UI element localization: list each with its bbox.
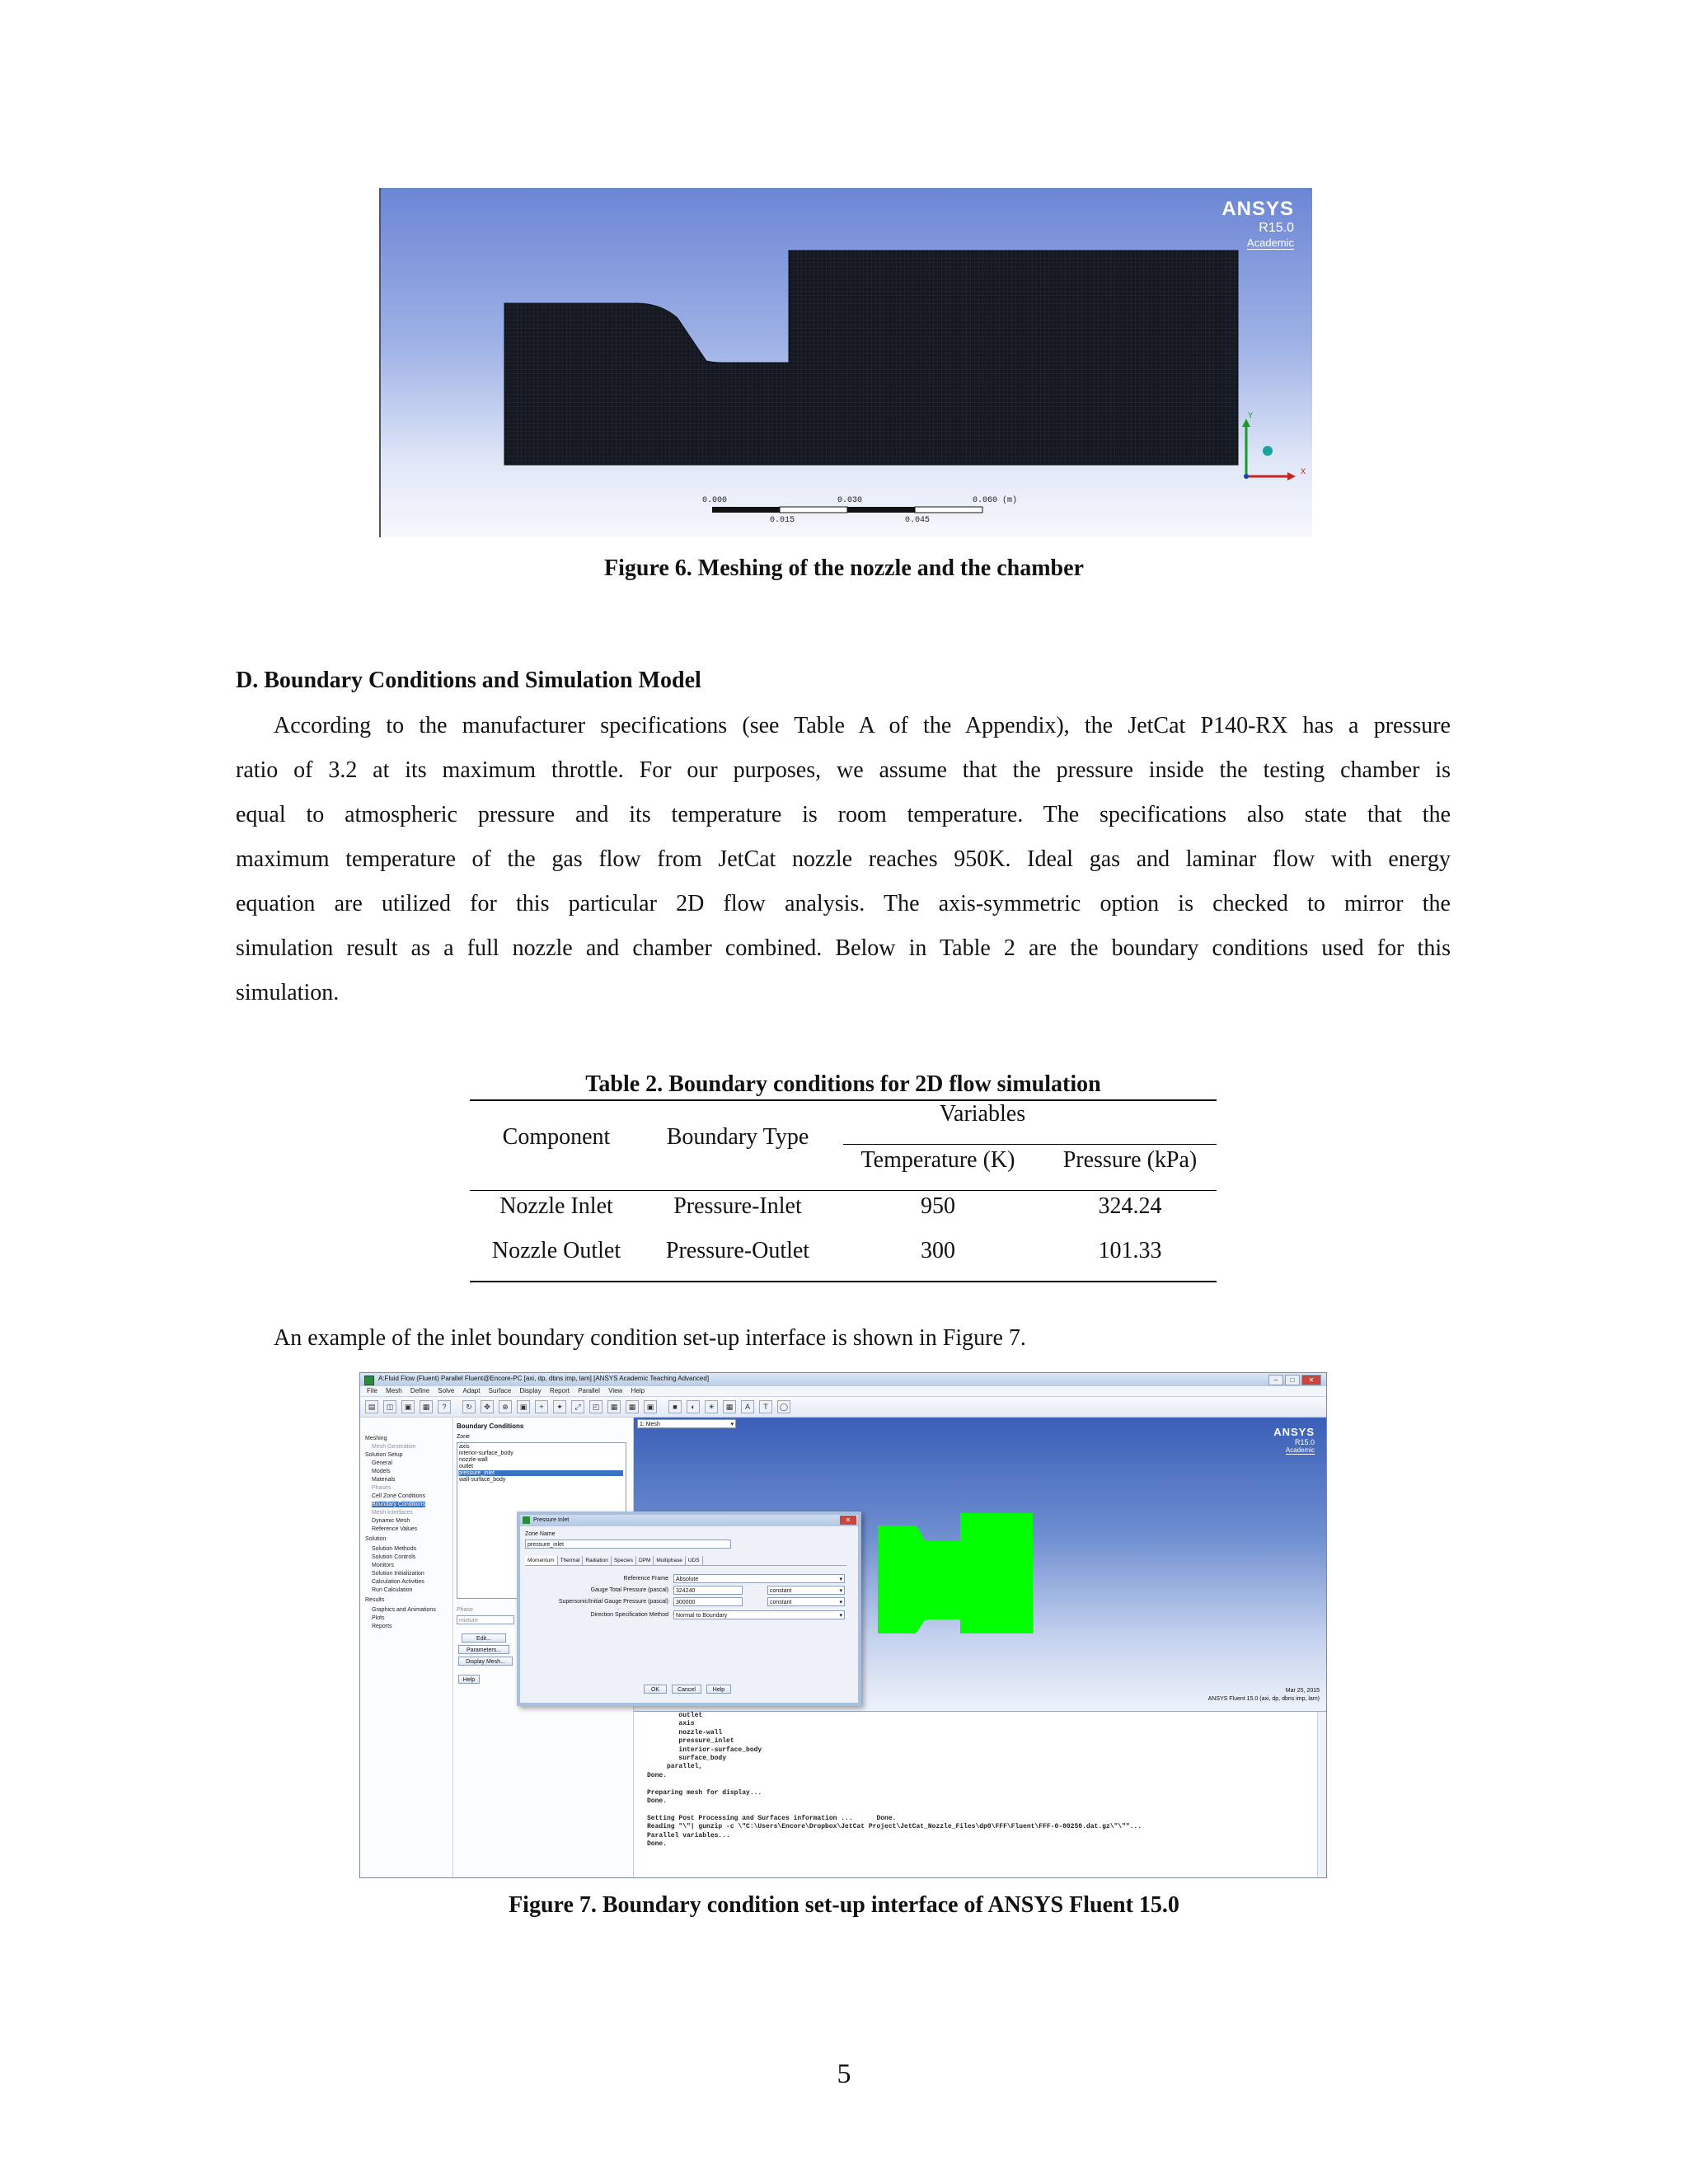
dialog-tabs (525, 1556, 846, 1566)
zoom-in-icon[interactable]: + (535, 1400, 548, 1413)
camera-icon[interactable]: ▦ (607, 1400, 621, 1413)
nav-item[interactable]: Results (365, 1597, 385, 1603)
menu-mesh[interactable]: Mesh (386, 1387, 402, 1394)
dialog-app-icon (523, 1516, 530, 1524)
nav-item[interactable]: Reports (372, 1624, 392, 1629)
zone-list-item[interactable]: outlet (459, 1464, 474, 1469)
supersonic-pressure-method[interactable]: constant ▾ (767, 1597, 845, 1606)
menu-view[interactable]: View (608, 1387, 623, 1394)
nav-item[interactable]: Calculation Activities (372, 1579, 424, 1585)
ansys-logo: ANSYS R15.0 Academic (1273, 1426, 1315, 1454)
paragraph-line: ratio of 3.2 at its maximum throttle. For our purposes, we assume that the pressure inside the testing chamber is (236, 757, 1451, 783)
display-icon[interactable]: ■ (668, 1400, 682, 1413)
help-button[interactable]: Help (458, 1675, 480, 1684)
cancel-button[interactable]: Cancel (672, 1685, 701, 1694)
scale-tick-label: 0.030 (837, 496, 863, 505)
supersonic-pressure-field[interactable]: 300000 (673, 1597, 743, 1606)
menu-parallel[interactable]: Parallel (578, 1387, 600, 1394)
ok-button[interactable]: OK (644, 1685, 667, 1694)
maximize-icon[interactable]: □ (1285, 1375, 1300, 1385)
tab-thermal[interactable]: Thermal (558, 1556, 584, 1565)
menu-file[interactable]: File (367, 1387, 377, 1394)
nav-item[interactable]: Mesh Generation (372, 1444, 416, 1450)
pan-icon[interactable]: ✥ (481, 1400, 494, 1413)
table-cell: 300 (921, 1238, 955, 1263)
nav-item[interactable]: Meshing (365, 1436, 387, 1441)
scale-tick-label: 0.060 (m) (973, 496, 1018, 505)
ansys-logo: ANSYS R15.0 Academic (1221, 198, 1294, 249)
body-paragraph (236, 704, 1451, 1015)
nav-item[interactable]: Reference Values (372, 1526, 418, 1532)
table-group-header: Variables (939, 1101, 1026, 1127)
clear-icon[interactable]: ◯ (777, 1400, 790, 1413)
display-mesh-button[interactable]: Display Mesh... (458, 1657, 513, 1666)
paragraph-line: simulation. (236, 980, 340, 1005)
view-selector[interactable]: 1: Mesh ▾ (637, 1419, 736, 1428)
paragraph-line: maximum temperature of the gas flow from JetCat nozzle reaches 950K. Ideal gas and laminar flow with energy (236, 846, 1451, 872)
gauge-total-pressure-field[interactable]: 324240 (673, 1586, 743, 1595)
pressure-inlet-dialog (517, 1511, 861, 1706)
rotate-icon[interactable]: ↻ (462, 1400, 476, 1413)
supersonic-pressure-label: Supersonic/Initial Gauge Pressure (pascal) (558, 1599, 668, 1605)
tab-uds[interactable]: UDS (686, 1556, 703, 1565)
tab-radiation[interactable]: Radiation (583, 1556, 611, 1565)
section-heading: D. Boundary Conditions and Simulation Model (236, 668, 701, 693)
menu-surface[interactable]: Surface (488, 1387, 512, 1394)
menu-display[interactable]: Display (519, 1387, 542, 1394)
table-group-rule (843, 1144, 1217, 1145)
table-header: Boundary Type (666, 1124, 809, 1150)
table-cell: Nozzle Inlet (499, 1193, 613, 1219)
table-cell: Pressure-Outlet (665, 1238, 810, 1263)
menu-adapt[interactable]: Adapt (462, 1387, 481, 1394)
scale-bar (712, 507, 982, 513)
phase-label: Phase (457, 1607, 473, 1613)
menu-bar (360, 1386, 1326, 1397)
table-cell: 950 (921, 1193, 955, 1219)
fit-icon[interactable]: ⤢ (571, 1400, 584, 1413)
dialog-close-icon[interactable]: ✕ (840, 1516, 856, 1525)
zone-name-label: Zone Name (525, 1531, 556, 1537)
close-icon[interactable]: ✕ (1301, 1375, 1321, 1385)
console-window[interactable] (634, 1711, 1326, 1878)
view-options-icon[interactable]: ◐ (687, 1400, 700, 1413)
table-cell: 101.33 (1098, 1238, 1162, 1263)
paragraph-line: simulation result as a full nozzle and chamber combined. Below in Table 2 are the boundary conditions used for this (236, 935, 1451, 961)
nav-item[interactable]: Graphics and Animations (372, 1607, 436, 1613)
zoom-box-icon[interactable]: ▣ (517, 1400, 530, 1413)
toolbar (360, 1397, 1326, 1418)
tab-dpm[interactable]: DPM (636, 1556, 654, 1565)
zone-name-field[interactable]: pressure_inlet (525, 1540, 731, 1549)
paragraph-line: equal to atmospheric pressure and its temperature is room temperature. The specifications also state that the (236, 802, 1451, 827)
annotate-icon[interactable]: A (741, 1400, 754, 1413)
probe-icon[interactable]: ✦ (553, 1400, 566, 1413)
nav-item[interactable]: Cell Zone Conditions (372, 1493, 425, 1499)
reference-frame-label: Reference Frame (623, 1576, 668, 1582)
layout-icon[interactable]: ▣ (644, 1400, 657, 1413)
task-page-title: Boundary Conditions (457, 1422, 524, 1430)
window-titlebar (360, 1373, 1326, 1386)
console-text: outlet axis nozzle-wall pressure_inlet interior-surface_body surface_body parallel, Done. Preparing mesh for display... Done. Setting Post Processing and Surfaces information ... Done. Reading "\"| gunzip -c \"C:\Users\Encore\Dropbox\JetCat Project\JetCat_Nozzle_Files\dp0\FFF\Fluent\FFF-0-00250.dat.gz\"\""... Parallel variables... Done. (647, 1712, 1142, 1849)
menu-report[interactable]: Report (549, 1387, 570, 1394)
window-title: A:Fluid Flow (Fluent) Parallel Fluent@Encore-PC [axi, dp, dbns imp, lam] [ANSYS Academic Teaching Advanced] (378, 1375, 710, 1382)
table-cell: 324.24 (1098, 1193, 1162, 1219)
nav-item[interactable]: Materials (372, 1477, 396, 1483)
zone-list-item[interactable]: interior-surface_body (459, 1451, 513, 1456)
nav-item[interactable]: Solution Controls (372, 1554, 416, 1560)
figure-7-caption: Figure 7. Boundary condition set-up interface of ANSYS Fluent 15.0 (509, 1892, 1179, 1918)
window-controls (1268, 1375, 1321, 1385)
nav-item[interactable]: Solution Methods (372, 1546, 417, 1552)
nav-item[interactable]: Plots (372, 1615, 385, 1621)
tab-species[interactable]: Species (612, 1556, 636, 1565)
menu-help[interactable]: Help (631, 1387, 645, 1394)
navigation-pane (360, 1418, 453, 1877)
nav-item[interactable]: Mesh Interfaces (372, 1510, 413, 1516)
console-scrollbar[interactable] (1317, 1712, 1326, 1878)
fluent-app-icon (364, 1376, 374, 1385)
figure-7-intro: An example of the inlet boundary condition set-up interface is shown in Figure 7. (274, 1325, 1026, 1351)
zone-label: Zone (457, 1434, 470, 1440)
nav-item[interactable]: Solution Setup (365, 1452, 403, 1458)
minimize-icon[interactable]: – (1268, 1375, 1283, 1385)
dialog-help-button[interactable]: Help (706, 1685, 731, 1694)
gauge-total-pressure-label: Gauge Total Pressure (pascal) (590, 1587, 668, 1593)
nav-item[interactable]: General (372, 1460, 392, 1466)
nav-item[interactable]: Models (372, 1469, 391, 1474)
phase-field[interactable]: mixture (457, 1615, 514, 1624)
gauge-total-pressure-method[interactable]: constant ▾ (767, 1586, 845, 1595)
tab-momentum[interactable]: Momentum (525, 1556, 558, 1565)
reference-frame-select[interactable]: Absolute ▾ (673, 1574, 845, 1583)
nav-item[interactable]: Solution (365, 1536, 387, 1542)
nozzle-chamber-mesh (504, 251, 1238, 465)
page-number: 5 (837, 2059, 851, 2089)
table-cell: Nozzle Outlet (491, 1238, 621, 1263)
nav-item[interactable]: Run Calculation (372, 1587, 413, 1593)
mesh-domain (381, 188, 1312, 537)
nozzle-mesh-shape (878, 1513, 1033, 1633)
nav-item[interactable]: Phases (372, 1485, 392, 1491)
table-header: Component (502, 1124, 611, 1150)
tab-multiphase[interactable]: Multiphase (654, 1556, 685, 1565)
solver-info: ANSYS Fluent 15.0 (axi, dp, dbns imp, lam) (1207, 1696, 1320, 1702)
table-bottom-rule (470, 1281, 1217, 1282)
zoom-icon[interactable]: ⊕ (499, 1400, 512, 1413)
zone-list-item[interactable]: wall-surface_body (459, 1477, 506, 1483)
print-icon[interactable]: ▦ (420, 1400, 433, 1413)
table-header: Temperature (K) (860, 1147, 1015, 1173)
grid-icon[interactable]: ▦ (723, 1400, 736, 1413)
save-icon[interactable]: ▣ (401, 1400, 415, 1413)
toolbar-page-icon[interactable]: ▤ (365, 1400, 378, 1413)
parameters-button[interactable]: Parameters... (458, 1645, 509, 1654)
view-icon[interactable]: ◰ (589, 1400, 603, 1413)
axis-label-x: X (1301, 468, 1306, 477)
windows-icon[interactable]: ▦ (626, 1400, 639, 1413)
zone-list-item[interactable]: nozzle-wall (459, 1457, 488, 1463)
menu-define[interactable]: Define (410, 1387, 430, 1394)
nav-item-selected[interactable]: Boundary Conditions (372, 1502, 425, 1507)
zone-list-item-selected[interactable]: pressure_inlet (458, 1470, 623, 1476)
scale-tick-label: 0.045 (905, 516, 931, 525)
nav-item[interactable]: Dynamic Mesh (372, 1518, 410, 1524)
plot-date: Mar 25, 2015 (1285, 1688, 1320, 1694)
zone-list-item[interactable]: axis (459, 1444, 470, 1450)
dialog-title: Pressure Inlet (533, 1517, 570, 1523)
figure-7-fluent-screenshot (359, 1372, 1327, 1878)
open-folder-icon[interactable]: ◫ (383, 1400, 396, 1413)
nav-item[interactable]: Solution Initialization (372, 1571, 424, 1577)
help-icon[interactable]: ? (438, 1400, 451, 1413)
table-title: Table 2. Boundary conditions for 2D flow simulation (585, 1071, 1101, 1097)
menu-solve[interactable]: Solve (438, 1387, 455, 1394)
figure-6-mesh-image (379, 188, 1312, 537)
paragraph-line: equation are utilized for this particular 2D flow analysis. The axis-symmetric option is checked to mirror the (236, 891, 1451, 916)
axis-label-y: Y (1248, 412, 1254, 421)
direction-method-label: Direction Specification Method (590, 1612, 668, 1618)
direction-method-select[interactable]: Normal to Boundary ▾ (673, 1610, 845, 1619)
table-header: Pressure (kPa) (1062, 1147, 1198, 1173)
lighting-icon[interactable]: ☀ (705, 1400, 718, 1413)
paragraph-line: According to the manufacturer specifications (see Table A of the Appendix), the JetCat P140-RX has a pressure (274, 713, 1451, 738)
edit-button[interactable]: Edit... (462, 1633, 506, 1643)
table-2 (470, 1071, 1217, 1286)
figure-6-caption: Figure 6. Meshing of the nozzle and the chamber (604, 555, 1084, 581)
text-icon[interactable]: T (759, 1400, 772, 1413)
table-cell: Pressure-Inlet (673, 1193, 802, 1219)
axis-triad-icon (1242, 419, 1296, 480)
nav-item[interactable]: Monitors (372, 1563, 394, 1568)
scale-tick-label: 0.015 (770, 516, 795, 525)
dialog-titlebar (520, 1515, 858, 1526)
table-header-rule (470, 1190, 1217, 1191)
scale-tick-label: 0.000 (702, 496, 728, 505)
